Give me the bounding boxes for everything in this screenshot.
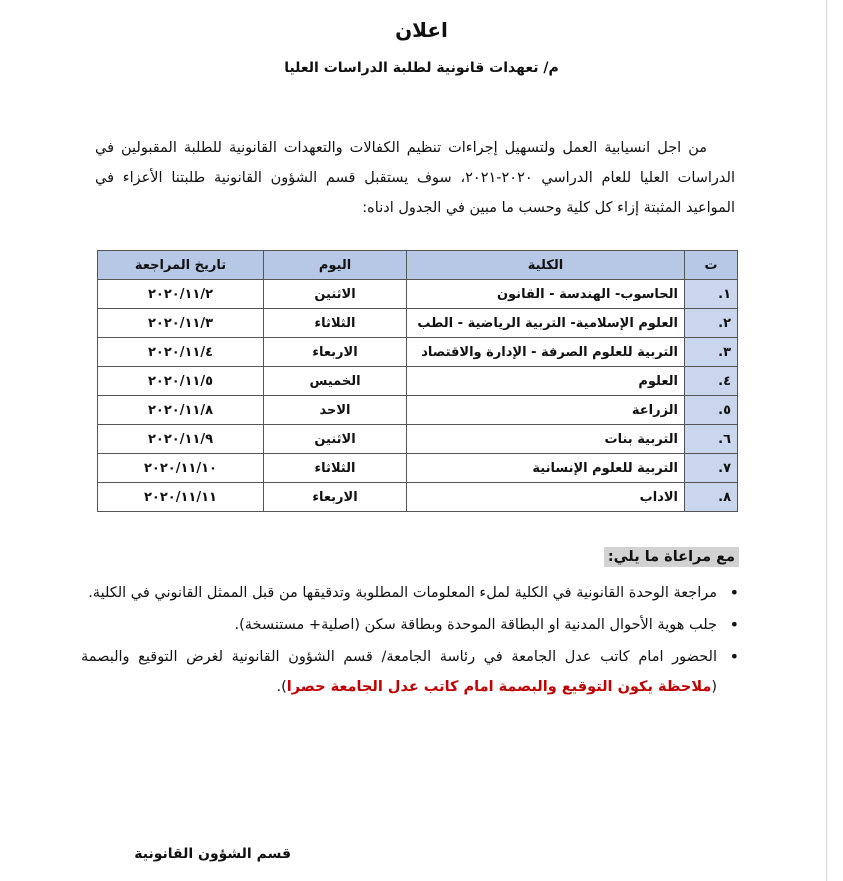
row-college: الزراعة [407, 396, 685, 425]
row-date: ٢٠٢٠/١١/٢ [98, 280, 264, 309]
row-num: ٢. [685, 309, 738, 338]
row-college: العلوم الإسلامية- التربية الرياضية - الطب [407, 309, 685, 338]
table-row [98, 454, 738, 483]
row-day: الاثنين [264, 280, 407, 309]
row-day: الاربعاء [264, 483, 407, 512]
row-college: التربية للعلوم الصرفة - الإدارة والاقتصاد [407, 338, 685, 367]
notes-heading: مع مراعاة ما يلي: [604, 547, 739, 567]
row-day: الثلاثاء [264, 309, 407, 338]
schedule-table [97, 250, 738, 512]
header-day: اليوم [264, 251, 407, 280]
row-num: ٧. [685, 454, 738, 483]
row-day: الاثنين [264, 425, 407, 454]
row-num: ١. [685, 280, 738, 309]
table-row [98, 309, 738, 338]
row-date: ٢٠٢٠/١١/١١ [98, 483, 264, 512]
row-college: التربية للعلوم الإنسانية [407, 454, 685, 483]
row-day: الاحد [264, 396, 407, 425]
row-date: ٢٠٢٠/١١/٥ [98, 367, 264, 396]
header-num: ت [685, 251, 738, 280]
row-date: ٢٠٢٠/١١/٣ [98, 309, 264, 338]
table-row [98, 396, 738, 425]
table-row [98, 280, 738, 309]
list-item [81, 642, 717, 702]
announcement-title: اعلان [395, 18, 448, 42]
row-num: ٤. [685, 367, 738, 396]
page-edge-divider [826, 0, 827, 881]
note-tail: ). [276, 679, 287, 695]
row-date: ٢٠٢٠/١١/١٠ [98, 454, 264, 483]
table-row [98, 425, 738, 454]
list-item [81, 578, 717, 608]
table-row [98, 483, 738, 512]
row-college: الاداب [407, 483, 685, 512]
note-highlight: ملاحظة يكون التوقيع والبصمة امام كاتب عدل الجامعة حصرا [286, 679, 712, 695]
department-signature: قسم الشؤون القانونية [134, 846, 291, 862]
row-college: التربية بنات [407, 425, 685, 454]
intro-paragraph: من اجل انسيابية العمل ولتسهيل إجراءات تنظيم الكفالات والتعهدات القانونية للطلبة المقبولين في الدراسات العليا للعام الدراسي ٢٠٢٠-٢٠٢١، سوف يستقبل قسم الشؤون القانونية طلبتنا الأعزاء في المواعيد المثبتة إزاء كل كلية وحسب ما مبين في الجدول ادناه: [95, 139, 735, 216]
table-row [98, 367, 738, 396]
row-day: الثلاثاء [264, 454, 407, 483]
row-num: ٣. [685, 338, 738, 367]
table-row [98, 338, 738, 367]
row-num: ٥. [685, 396, 738, 425]
note-text: مراجعة الوحدة القانونية في الكلية لملء المعلومات المطلوبة وتدقيقها من قبل الممثل القانوني في الكلية. [88, 585, 717, 601]
row-num: ٨. [685, 483, 738, 512]
note-text: جلب هوية الأحوال المدنية او البطاقة الموحدة وبطاقة سكن (اصلية+ مستنسخة). [234, 617, 717, 633]
row-date: ٢٠٢٠/١١/٤ [98, 338, 264, 367]
row-college: العلوم [407, 367, 685, 396]
row-college: الحاسوب- الهندسة - القانون [407, 280, 685, 309]
row-day: الخميس [264, 367, 407, 396]
list-item [81, 610, 717, 640]
note-text: الحضور امام كاتب عدل الجامعة في رئاسة الجامعة/ قسم الشؤون القانونية لغرض التوقيع والبصمة ( [81, 649, 717, 695]
notes-list [81, 578, 739, 704]
header-date: تاريخ المراجعة [98, 251, 264, 280]
row-date: ٢٠٢٠/١١/٨ [98, 396, 264, 425]
table-header-row [98, 251, 738, 280]
row-num: ٦. [685, 425, 738, 454]
header-college: الكلية [407, 251, 685, 280]
row-date: ٢٠٢٠/١١/٩ [98, 425, 264, 454]
announcement-subject: م/ تعهدات قانونية لطلبة الدراسات العليا [284, 60, 559, 76]
row-day: الاربعاء [264, 338, 407, 367]
